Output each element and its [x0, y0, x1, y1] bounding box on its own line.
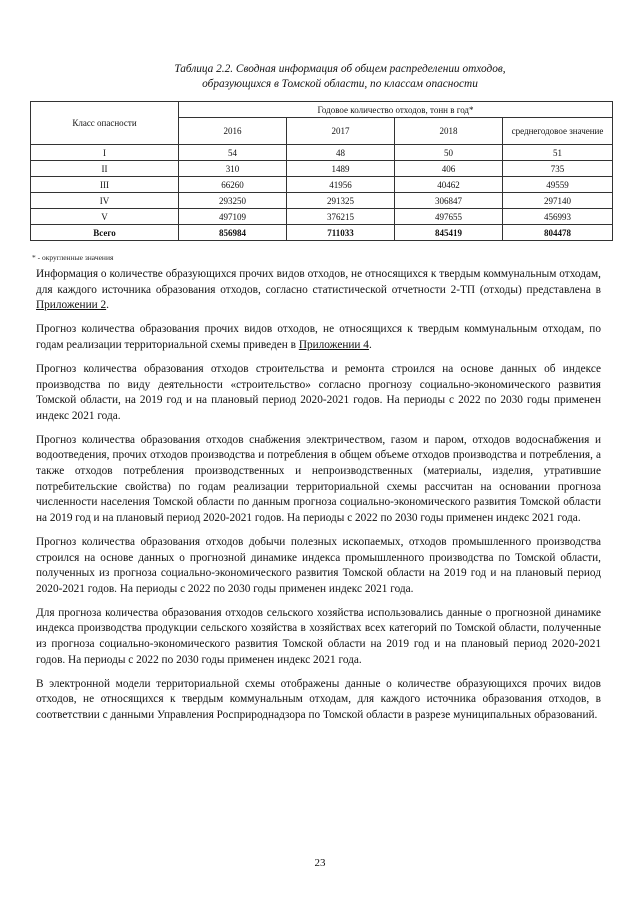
paragraph: В электронной модели территориальной схемы отображены данные о количестве образующихся прочих видов отходов, не относящихся к твердым коммунальным отходам, для каждого источника образования отходов, в соответствии с данными Управления Росприроднадзора по Томской области в разрезе муниципальных образований. [36, 677, 601, 721]
paragraph-text: . [106, 299, 109, 312]
paragraph: Прогноз количества образования отходов снабжения электричеством, газом и паром, отходов водоснабжения и водоотведения, прочих отходов производства и потребления в общем объеме отходов производства и потребления, а также отходов потребления производственных и непроизводственных (материалы, изделия, утратившие потребительские свойства) по годам реализации территориальной схемы рассчитан на основании прогноза численности населения Томской области по данным прогноза социально-экономического развития Томской области на 2019 год и на плановый период 2020-2021 годов. На периоды с 2022 по 2030 годы применен индекс 2021 года. [36, 433, 601, 524]
table-row [31, 193, 613, 209]
paragraph [36, 322, 601, 353]
cell-class: IV [31, 193, 179, 209]
paragraph-text: Информация о количестве образующихся прочих видов отходов, не относящихся к твердым коммунальным отходам, для каждого источника образования отходов, согласно статистической отчетности 2-ТП (отходы) представлена в [36, 268, 601, 296]
cell-value: 497109 [179, 209, 287, 225]
paragraph: Прогноз количества образования отходов строительства и ремонта строился на основе данных об индексе производства по виду деятельности «строительство» согласно прогнозу социально-экономического развития Томской области, на 2019 год и на плановый период 2020-2021 годов. На периоды с 2022 по 2030 годы применен индекс 2021 года. [36, 362, 601, 422]
header-year-2016: 2016 [179, 118, 287, 145]
cell-total-label: Всего [31, 225, 179, 241]
appendix-4-link[interactable]: Приложении 4 [298, 338, 369, 351]
cell-value: 291325 [287, 193, 395, 209]
caption-line-2: образующихся в Томской области, по классам опасности [202, 78, 478, 90]
paragraph-text: . [368, 338, 372, 351]
table-row [31, 209, 613, 225]
caption-line-1: Таблица 2.2. Сводная информация об общем распределении отходов, [174, 63, 506, 75]
table-row [31, 145, 613, 161]
paragraph-text: Прогноз количества образования прочих видов отходов, не относящихся к твердым коммунальным отходам, по годам реализации территориальной схемы приведен в [36, 323, 601, 351]
header-hazard-class: Класс опасности [31, 102, 179, 145]
cell-value: 40462 [395, 177, 503, 193]
document-body [36, 267, 601, 732]
cell-total-value: 845419 [395, 225, 503, 241]
cell-value: 306847 [395, 193, 503, 209]
cell-value: 293250 [179, 193, 287, 209]
cell-value: 1489 [287, 161, 395, 177]
cell-value: 66260 [179, 177, 287, 193]
appendix-2-link[interactable]: Приложении 2 [36, 299, 107, 312]
header-year-2018: 2018 [395, 118, 503, 145]
table-total-row [31, 225, 613, 241]
cell-value: 41956 [287, 177, 395, 193]
cell-value: 406 [395, 161, 503, 177]
cell-value: 50 [395, 145, 503, 161]
cell-value: 54 [179, 145, 287, 161]
header-year-2017: 2017 [287, 118, 395, 145]
cell-value: 497655 [395, 209, 503, 225]
table-footnote: * - округленные значения [32, 253, 114, 262]
table-caption [60, 62, 620, 92]
waste-hazard-table [30, 101, 613, 241]
cell-value: 297140 [503, 193, 613, 209]
cell-class: I [31, 145, 179, 161]
table-row [31, 161, 613, 177]
paragraph: Для прогноза количества образования отходов сельского хозяйства использовались данные о прогнозной динамике индекса производства продукции сельского хозяйства в хозяйствах всех категорий по Томской области, полученные из прогноза социально-экономического развития Томской области на 2019 год и на плановый период 2020-2021 годов. На периоды с 2022 по 2030 годы применен индекс 2021 года. [36, 606, 601, 666]
cell-value: 456993 [503, 209, 613, 225]
cell-class: III [31, 177, 179, 193]
header-annual-amount: Годовое количество отходов, тонн в год* [179, 102, 613, 118]
cell-value: 310 [179, 161, 287, 177]
cell-value: 49559 [503, 177, 613, 193]
cell-value: 51 [503, 145, 613, 161]
cell-value: 376215 [287, 209, 395, 225]
paragraph: Прогноз количества образования отходов добычи полезных ископаемых, отходов промышленного производства строился на основе данных о прогнозной динамике индекса промышленного производства по Томской области, полученных из прогноза социально-экономического развития Томской области на 2019 год и на плановый период 2020-2021 годов. На периоды с 2022 по 2030 годы применен индекс 2021 года. [36, 535, 601, 595]
cell-value: 735 [503, 161, 613, 177]
page-number: 23 [314, 857, 326, 869]
cell-value: 48 [287, 145, 395, 161]
cell-total-value: 804478 [503, 225, 613, 241]
paragraph [36, 267, 601, 314]
table-row [31, 177, 613, 193]
cell-total-value: 856984 [179, 225, 287, 241]
cell-class: V [31, 209, 179, 225]
cell-class: II [31, 161, 179, 177]
cell-total-value: 711033 [287, 225, 395, 241]
header-average: среднегодовое значение [503, 118, 613, 145]
